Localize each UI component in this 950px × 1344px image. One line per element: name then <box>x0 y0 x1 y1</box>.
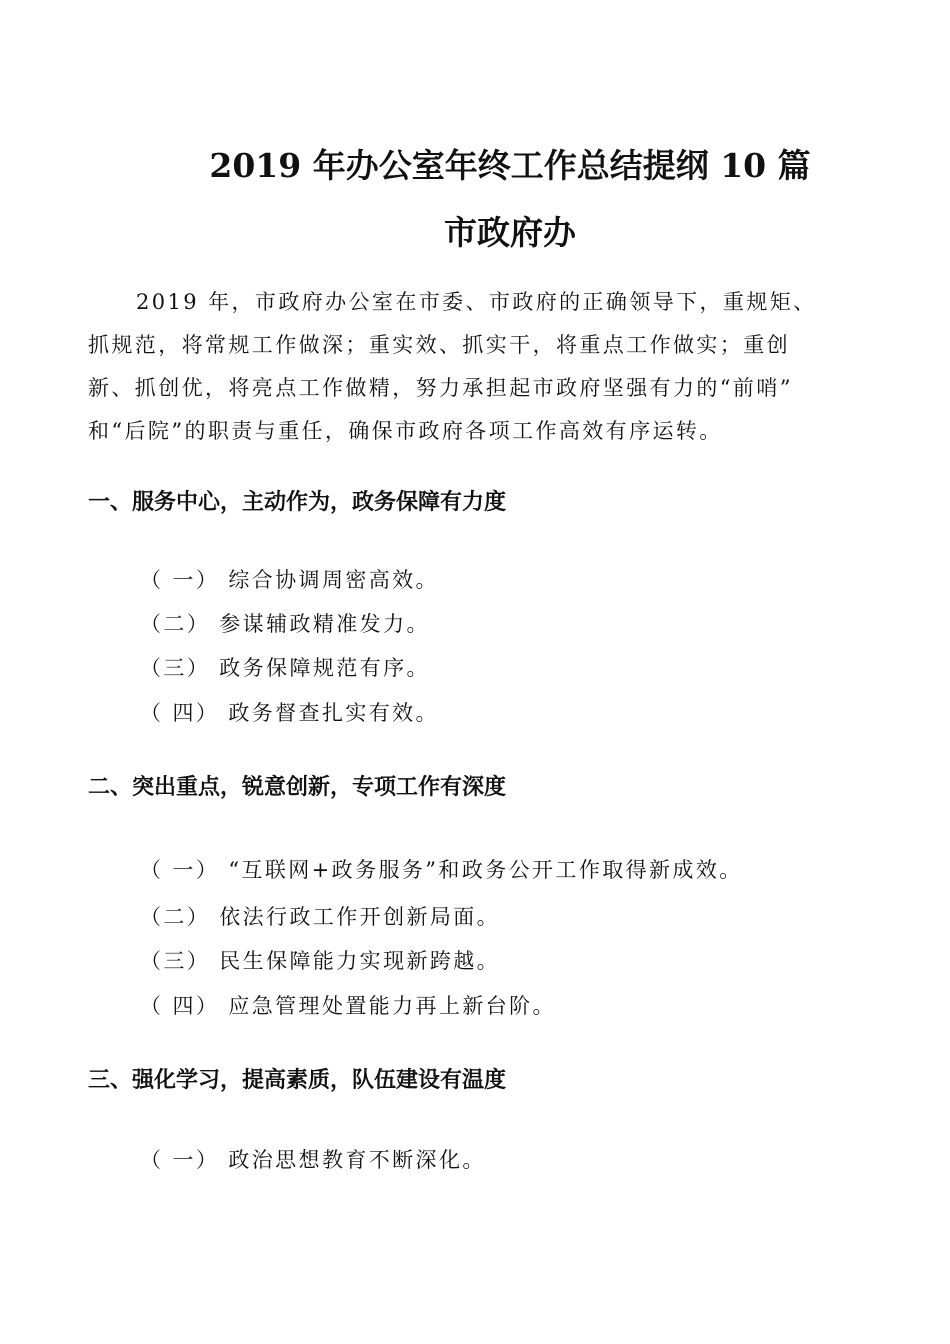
intro-line: 抓规范，将常规工作做深；重实效、抓实干，将重点工作做实；重创 <box>88 333 790 357</box>
section-2-item: （二） 依法行政工作开创新局面。 <box>140 905 501 929</box>
intro-line: 新、抓创优，将亮点工作做精，努力承担起市政府坚强有力的“前哨” <box>88 376 793 400</box>
document-title: 2019 年办公室年终工作总结提纲 10 篇 <box>209 146 811 185</box>
section-2-item: （ 一） “互联网+政务服务”和政务公开工作取得新成效。 <box>140 858 743 882</box>
section-heading-3: 三、强化学习，提高素质，队伍建设有温度 <box>88 1068 507 1093</box>
section-2-item: （三） 民生保障能力实现新跨越。 <box>140 949 501 973</box>
section-3-item: （ 一） 政治思想教育不断深化。 <box>140 1148 486 1172</box>
intro-paragraph <box>88 281 872 453</box>
document-subtitle: 市政府办 <box>444 213 576 252</box>
section-1-item: （三） 政务保障规范有序。 <box>140 656 430 680</box>
section-2-item: （ 四） 应急管理处置能力再上新台阶。 <box>140 994 556 1018</box>
section-heading-1: 一、服务中心，主动作为，政务保障有力度 <box>88 490 507 515</box>
section-heading-2: 二、突出重点，锐意创新，专项工作有深度 <box>88 775 507 800</box>
intro-line: 和“后院”的职责与重任，确保市政府各项工作高效有序运转。 <box>88 419 723 443</box>
section-1-item: （二） 参谋辅政精准发力。 <box>140 612 430 636</box>
intro-line: 2019 年，市政府办公室在市委、市政府的正确领导下，重规矩、 <box>136 290 817 314</box>
section-1-item: （ 四） 政务督查扎实有效。 <box>140 701 439 725</box>
section-1-item: （ 一） 综合协调周密高效。 <box>140 568 439 592</box>
